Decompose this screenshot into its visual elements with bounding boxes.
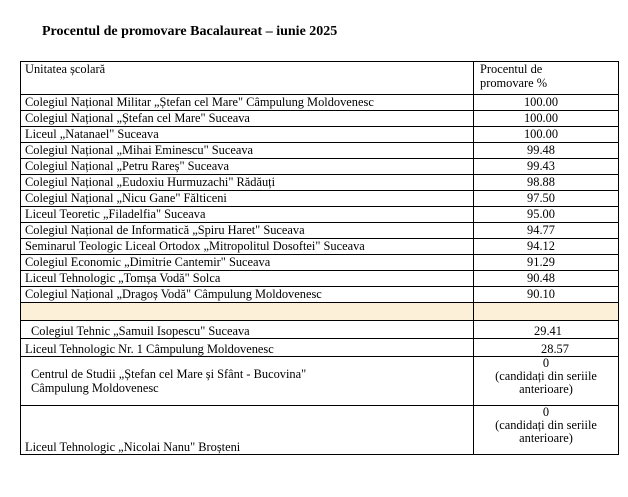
table-row (21, 287, 619, 303)
school-name: Seminarul Teologic Liceal Ortodox „Mitropolitul Dosoftei" Suceava (21, 239, 474, 255)
school-name (21, 357, 474, 406)
school-name: Colegiul Național de Informatică „Spiru Haret" Suceava (21, 223, 474, 239)
school-name: Liceul Tehnologic Nr. 1 Câmpulung Moldovenesc (21, 339, 474, 357)
table-row (21, 357, 619, 406)
school-name: Colegiul Tehnic „Samuil Isopescu" Suceava (21, 321, 474, 339)
pass-percent-note-line1: (candidați din seriile (495, 369, 597, 383)
pass-percent (474, 406, 619, 455)
header-percent (474, 62, 619, 95)
school-name: Liceul Tehnologic „Tomșa Vodă" Solca (21, 271, 474, 287)
table-row (21, 271, 619, 287)
school-name: Colegiul Național „Mihai Eminescu" Suceava (21, 143, 474, 159)
pass-percent-note-line1: (candidați din seriile (495, 418, 597, 432)
pass-percent: 98.88 (474, 175, 619, 191)
pass-percent-value: 0 (542, 356, 550, 370)
pass-percent: 95.00 (474, 207, 619, 223)
school-name: Colegiul Național Militar „Ștefan cel Mare" Câmpulung Moldovenesc (21, 95, 474, 111)
pass-percent: 99.48 (474, 143, 619, 159)
pass-percent: 100.00 (474, 127, 619, 143)
table-row (21, 95, 619, 111)
pass-percent: 97.50 (474, 191, 619, 207)
header-percent-line1: Procentul de (480, 62, 543, 76)
pass-percent: 29.41 (474, 321, 619, 339)
table-row (21, 239, 619, 255)
document-title: Procentul de promovare Bacalaureat – iunie 2025 (42, 24, 338, 39)
table-row (21, 321, 619, 339)
table-row (21, 255, 619, 271)
table-row (21, 191, 619, 207)
pass-percent: 90.10 (474, 287, 619, 303)
table-row (21, 159, 619, 175)
pass-percent-note-line2: anterioare) (519, 431, 573, 445)
school-name: Colegiul Economic „Dimitrie Cantemir" Suceava (21, 255, 474, 271)
school-name: Colegiul Național „Petru Rareș" Suceava (21, 159, 474, 175)
results-table (20, 61, 619, 455)
school-name: Liceul „Natanael" Suceava (21, 127, 474, 143)
pass-percent: 99.43 (474, 159, 619, 175)
school-name: Colegiul Național „Nicu Gane" Fălticeni (21, 191, 474, 207)
table-row (21, 111, 619, 127)
pass-percent: 94.77 (474, 223, 619, 239)
header-percent-line2: promovare % (480, 76, 548, 90)
pass-percent: 100.00 (474, 95, 619, 111)
table-row (21, 406, 619, 455)
separator-cell (21, 303, 474, 321)
pass-percent: 94.12 (474, 239, 619, 255)
table-row (21, 223, 619, 239)
pass-percent (474, 357, 619, 406)
table-row (21, 207, 619, 223)
school-name: Liceul Tehnologic „Nicolai Nanu" Broșteni (21, 406, 474, 455)
separator-row (21, 303, 619, 321)
table-row (21, 127, 619, 143)
pass-percent: 91.29 (474, 255, 619, 271)
table-row (21, 339, 619, 357)
table-row (21, 175, 619, 191)
pass-percent-note-line2: anterioare) (519, 382, 573, 396)
pass-percent: 28.57 (474, 339, 619, 357)
school-name: Colegiul Național „Dragoș Vodă" Câmpulung Moldovenesc (21, 287, 474, 303)
school-name: Colegiul Național „Ștefan cel Mare" Suceava (21, 111, 474, 127)
table-header-row (21, 62, 619, 95)
school-name-line2: Câmpulung Moldovenesc (31, 381, 159, 395)
school-name-line1: Centrul de Studii „Ștefan cel Mare și Sfânt - Bucovina" (31, 367, 307, 381)
pass-percent-value: 0 (542, 405, 550, 419)
pass-percent: 90.48 (474, 271, 619, 287)
separator-cell (474, 303, 619, 321)
table-row (21, 143, 619, 159)
school-name: Colegiul Național „Eudoxiu Hurmuzachi" Rădăuți (21, 175, 474, 191)
pass-percent: 100.00 (474, 111, 619, 127)
header-school: Unitatea școlară (21, 62, 474, 95)
school-name: Liceul Teoretic „Filadelfia" Suceava (21, 207, 474, 223)
